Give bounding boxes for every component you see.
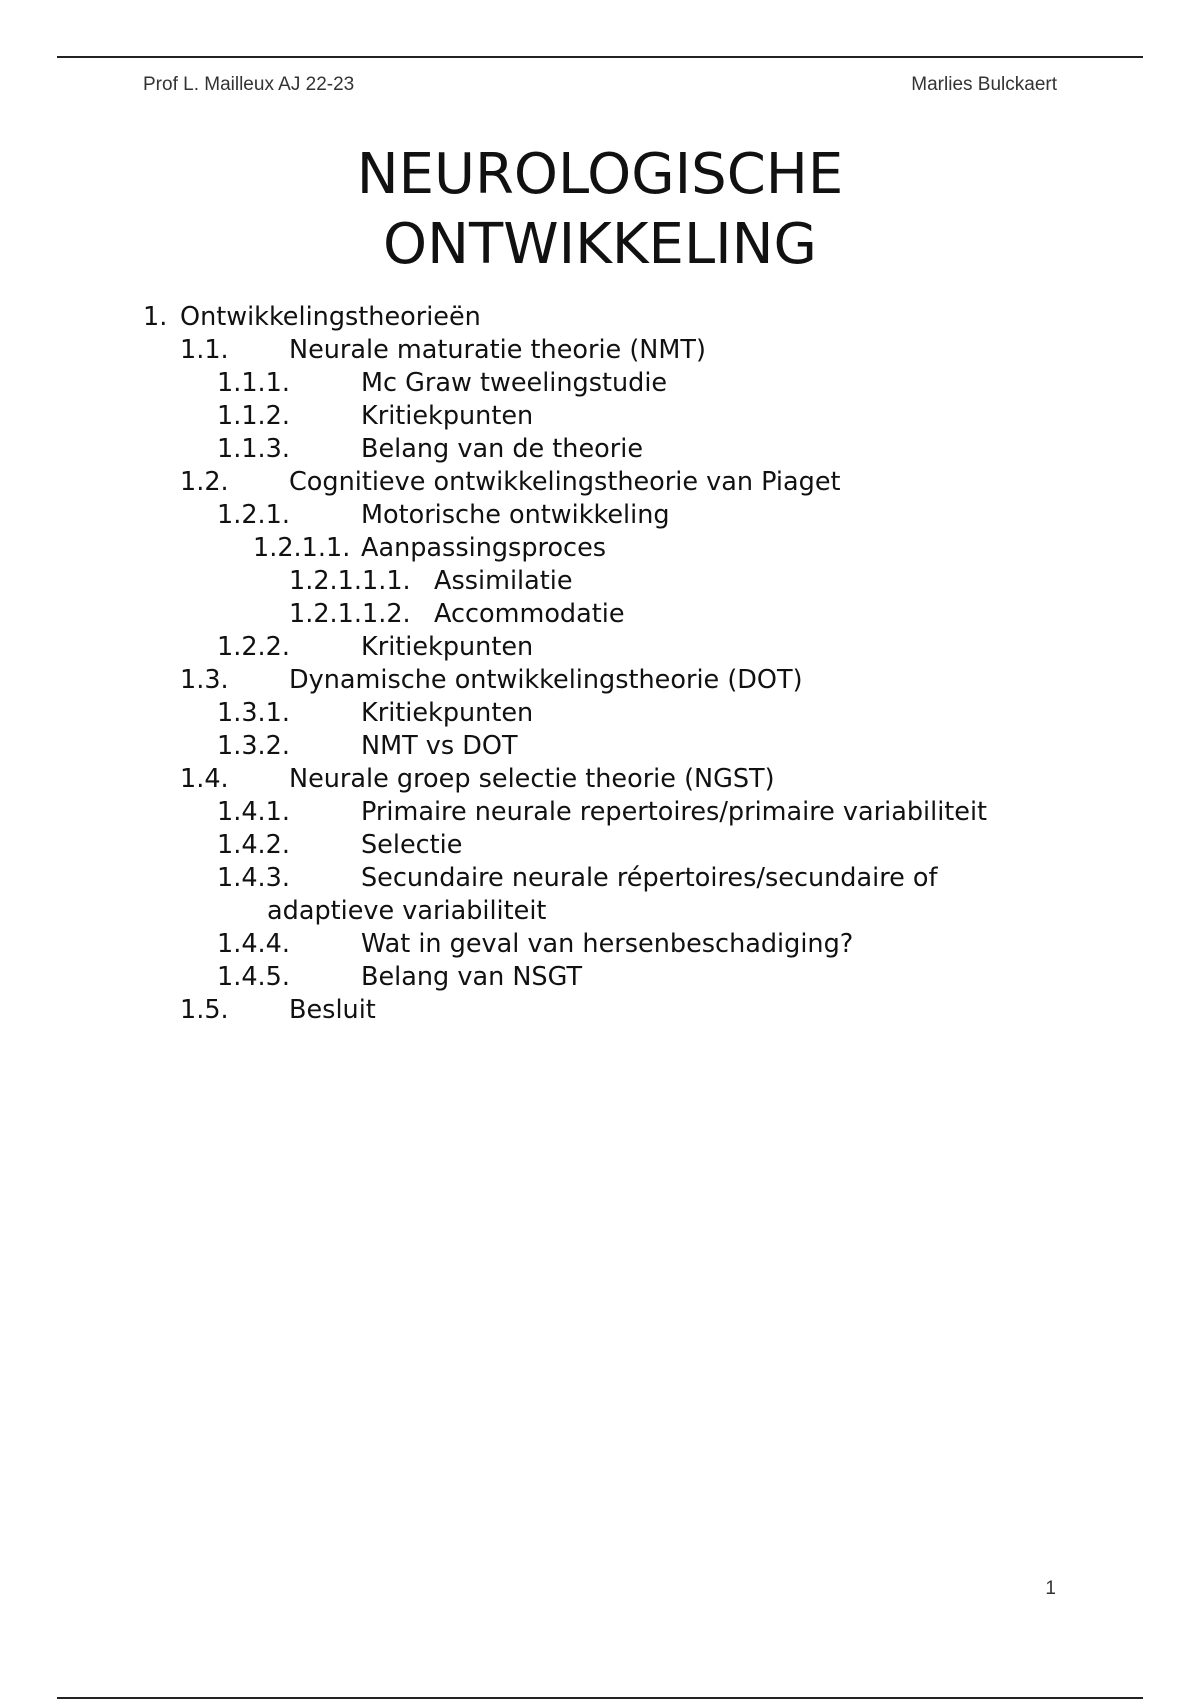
footer-rule [57,1697,1143,1699]
toc-entry-number: 1.2.2. [217,632,290,662]
toc-entry-text: Aanpassingsproces [361,533,607,563]
toc-entry-text: Neurale maturatie theorie (NMT) [289,335,706,365]
toc-entry-number: 1.2.1.1.2. [289,599,411,629]
toc-entry-text: Neurale groep selectie theorie (NGST) [289,764,775,794]
toc-entry-number: 1.1.3. [217,434,290,464]
toc-entry [0,400,1200,433]
toc-entry [0,730,1200,763]
toc-entry-text: Motorische ontwikkeling [361,500,670,530]
toc-entry [0,433,1200,466]
toc-entry [0,796,1200,829]
toc-entry-text: Kritiekpunten [361,401,534,431]
toc-entry-text: Dynamische ontwikkelingstheorie (DOT) [289,665,803,695]
toc-entry [0,367,1200,400]
toc-entry-number: 1.2.1.1. [253,533,351,563]
toc-entry [0,598,1200,631]
toc-entry-number: 1.3.2. [217,731,290,761]
toc-entry-text: Primaire neurale repertoires/primaire variabiliteit [361,797,988,827]
toc-entry [0,466,1200,499]
toc-entry [0,301,1200,334]
toc-entry-text: Selectie [361,830,463,860]
toc-entry-text: NMT vs DOT [361,731,518,761]
toc-entry [0,862,1200,928]
toc-entry-number: 1.1.1. [217,368,290,398]
toc-entry [0,829,1200,862]
table-of-contents [0,301,1200,1027]
toc-entry [0,499,1200,532]
toc-entry [0,994,1200,1027]
toc-entry [0,763,1200,796]
toc-entry-number: 1.4. [180,764,229,794]
toc-entry [0,565,1200,598]
toc-entry-number: 1.3. [180,665,229,695]
toc-entry-text: Accommodatie [434,599,625,629]
toc-entry-number: 1.5. [180,995,229,1025]
toc-entry-number: 1.2. [180,467,229,497]
toc-entry [0,697,1200,730]
toc-entry [0,532,1200,565]
toc-entry-text-continuation: adaptieve variabiliteit [267,896,547,926]
document-title [0,140,1200,280]
toc-entry-number: 1.4.1. [217,797,290,827]
toc-entry-text: Cognitieve ontwikkelingstheorie van Piaget [289,467,841,497]
toc-entry-number: 1.2.1.1.1. [289,566,411,596]
title-line-2: ONTWIKKELING [383,212,817,277]
toc-entry [0,961,1200,994]
toc-entry [0,631,1200,664]
toc-entry-text: Ontwikkelingstheorieën [180,302,481,332]
header-rule [57,56,1143,58]
title-line-1: NEUROLOGISCHE [356,142,844,207]
toc-entry-number: 1.4.3. [217,863,290,893]
page-number: 1 [1045,1578,1056,1599]
toc-entry [0,928,1200,961]
toc-entry-text: Belang van de theorie [361,434,644,464]
toc-entry [0,334,1200,367]
toc-entry-text: Kritiekpunten [361,698,534,728]
toc-entry [0,664,1200,697]
toc-entry-number: 1.1.2. [217,401,290,431]
header-left: Prof L. Mailleux AJ 22-23 [143,74,355,95]
toc-entry-number: 1.4.5. [217,962,290,992]
toc-entry-text: Assimilatie [434,566,573,596]
toc-entry-number: 1.2.1. [217,500,290,530]
toc-entry-number: 1.4.4. [217,929,290,959]
toc-entry-number: 1. [143,302,168,332]
toc-entry-text: Wat in geval van hersenbeschadiging? [361,929,854,959]
toc-entry-text: Mc Graw tweelingstudie [361,368,668,398]
toc-entry-number: 1.4.2. [217,830,290,860]
toc-entry-text: Secundaire neurale répertoires/secundaire of [361,863,938,893]
toc-entry-number: 1.3.1. [217,698,290,728]
toc-entry-number: 1.1. [180,335,229,365]
toc-entry-text: Besluit [289,995,376,1025]
toc-entry-text: Kritiekpunten [361,632,534,662]
toc-entry-text: Belang van NSGT [361,962,583,992]
header-right: Marlies Bulckaert [911,74,1057,95]
